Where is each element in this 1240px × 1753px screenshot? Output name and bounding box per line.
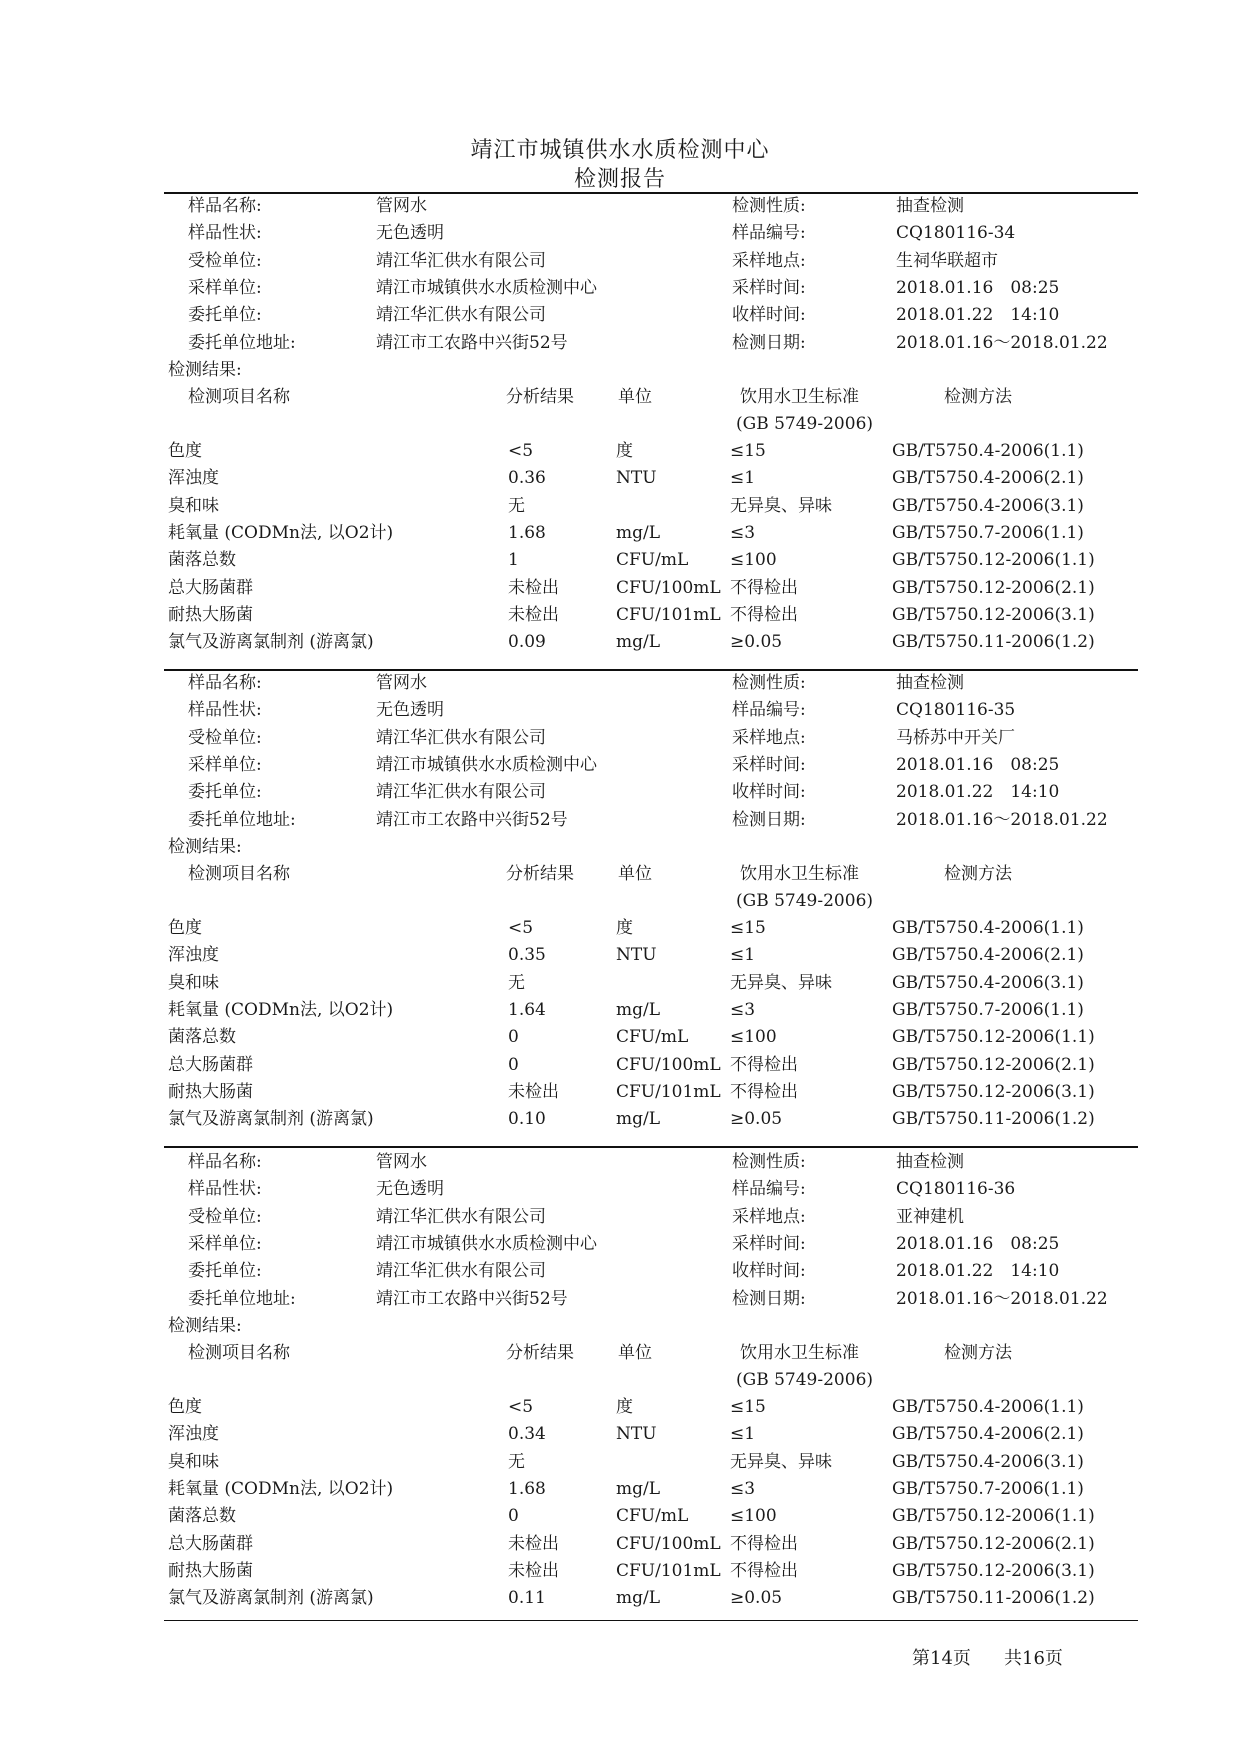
item-standard: ≤1	[730, 468, 756, 489]
item-standard: ≤15	[730, 1397, 766, 1417]
sampling-site-value: 生祠华联超市	[896, 250, 998, 271]
item-name: 耗氧量 (CODMn法, 以O2计)	[168, 1478, 394, 1499]
item-result: 0	[508, 1027, 519, 1048]
client-unit-label: 委托单位:	[188, 1261, 262, 1282]
item-unit: mg/L	[616, 1588, 661, 1609]
sample-name-value: 管网水	[376, 196, 427, 216]
item-method: GB/T5750.12-2006(1.1)	[892, 1506, 1095, 1527]
item-standard: ≤100	[730, 1506, 777, 1527]
item-method: GB/T5750.12-2006(2.1)	[892, 577, 1095, 598]
col-result-header: 分析结果	[506, 1343, 574, 1363]
item-name: 耗氧量 (CODMn法, 以O2计)	[168, 522, 394, 543]
client-address-value: 靖江市工农路中兴街52号	[376, 1288, 568, 1309]
col-result-header: 分析结果	[506, 864, 574, 884]
inspected-unit-value: 靖江华汇供水有限公司	[376, 250, 546, 271]
item-method: GB/T5750.4-2006(1.1)	[892, 441, 1084, 461]
item-result: 未检出	[508, 604, 559, 625]
item-name: 耗氧量 (CODMn法, 以O2计)	[168, 999, 394, 1020]
sample-name-label: 样品名称:	[188, 196, 262, 216]
item-standard: 不得检出	[730, 577, 798, 598]
org-title: 靖江市城镇供水水质检测中心	[470, 138, 770, 163]
sampling-site-label: 采样地点:	[732, 1206, 806, 1227]
item-unit: CFU/mL	[616, 550, 689, 571]
item-standard: ≤3	[730, 522, 756, 543]
results-label: 检测结果:	[168, 837, 242, 857]
item-name: 臭和味	[168, 495, 219, 516]
sample-name-label: 样品名称:	[188, 1152, 262, 1172]
item-result: 0	[508, 1054, 519, 1075]
item-unit: CFU/100mL	[616, 1054, 721, 1075]
item-name: 菌落总数	[168, 1027, 236, 1048]
item-standard: ≤3	[730, 1478, 756, 1499]
item-standard: 不得检出	[730, 1054, 798, 1075]
sample-no-label: 样品编号:	[732, 223, 806, 244]
item-result: 未检出	[508, 1533, 559, 1554]
item-unit: CFU/100mL	[616, 1533, 721, 1554]
sampling-time-label: 采样时间:	[732, 754, 806, 775]
item-name: 浑浊度	[168, 1424, 219, 1445]
sample-name-value: 管网水	[376, 673, 427, 693]
sampling-unit-value: 靖江市城镇供水水质检测中心	[376, 277, 597, 298]
item-result: 0.35	[508, 945, 546, 966]
col-standard-header: 饮用水卫生标准	[740, 864, 859, 884]
item-standard: 无异臭、异味	[730, 1451, 832, 1472]
section-divider	[164, 669, 1138, 671]
item-result: <5	[508, 918, 534, 938]
item-method: GB/T5750.4-2006(2.1)	[892, 945, 1084, 966]
item-standard: ≤100	[730, 1027, 777, 1048]
item-method: GB/T5750.7-2006(1.1)	[892, 522, 1084, 543]
item-unit: 度	[616, 918, 633, 938]
item-unit: CFU/mL	[616, 1027, 689, 1048]
receive-time-value: 2018.01.22 14:10	[896, 1261, 1060, 1282]
item-result: 1	[508, 550, 519, 571]
sample-state-label: 样品性状:	[188, 700, 262, 721]
receive-time-value: 2018.01.22 14:10	[896, 305, 1060, 326]
sample-state-value: 无色透明	[376, 700, 444, 721]
col-item-header: 检测项目名称	[188, 1343, 290, 1363]
item-name: 浑浊度	[168, 468, 219, 489]
item-method: GB/T5750.12-2006(1.1)	[892, 1027, 1095, 1048]
item-standard: 无异臭、异味	[730, 495, 832, 516]
item-result: 未检出	[508, 1081, 559, 1102]
sampling-time-value: 2018.01.16 08:25	[896, 277, 1060, 298]
sample-no-value: CQ180116-34	[896, 223, 1016, 244]
sample-no-value: CQ180116-35	[896, 700, 1016, 721]
item-standard: ≤1	[730, 945, 756, 966]
sample-state-value: 无色透明	[376, 1179, 444, 1200]
item-name: 总大肠菌群	[168, 577, 253, 598]
item-result: <5	[508, 441, 534, 461]
col-method-header: 检测方法	[944, 864, 1012, 884]
receive-time-label: 收样时间:	[732, 1261, 806, 1282]
sampling-unit-label: 采样单位:	[188, 277, 262, 298]
item-result: 1.64	[508, 999, 546, 1020]
results-label: 检测结果:	[168, 360, 242, 380]
client-unit-value: 靖江华汇供水有限公司	[376, 305, 546, 326]
item-method: GB/T5750.4-2006(1.1)	[892, 918, 1084, 938]
item-result: 1.68	[508, 522, 546, 543]
item-name: 氯气及游离氯制剂 (游离氯)	[168, 1109, 374, 1130]
sampling-time-label: 采样时间:	[732, 1233, 806, 1254]
client-address-value: 靖江市工农路中兴街52号	[376, 809, 568, 830]
item-result: 无	[508, 972, 525, 993]
col-standard-code: (GB 5749-2006)	[736, 1370, 874, 1390]
sample-state-value: 无色透明	[376, 223, 444, 244]
item-standard: ≤100	[730, 550, 777, 571]
item-result: 0.36	[508, 468, 546, 489]
client-address-label: 委托单位地址:	[188, 332, 296, 353]
test-nature-value: 抽查检测	[896, 673, 964, 693]
sampling-unit-label: 采样单位:	[188, 1233, 262, 1254]
client-unit-value: 靖江华汇供水有限公司	[376, 1261, 546, 1282]
item-name: 氯气及游离氯制剂 (游离氯)	[168, 632, 374, 653]
item-name: 氯气及游离氯制剂 (游离氯)	[168, 1588, 374, 1609]
sample-no-label: 样品编号:	[732, 1179, 806, 1200]
item-name: 总大肠菌群	[168, 1054, 253, 1075]
col-standard-code: (GB 5749-2006)	[736, 891, 874, 911]
item-name: 色度	[168, 918, 202, 938]
item-standard: ≤15	[730, 441, 766, 461]
item-name: 臭和味	[168, 1451, 219, 1472]
test-date-label: 检测日期:	[732, 809, 806, 830]
item-unit: NTU	[616, 945, 657, 966]
item-method: GB/T5750.12-2006(2.1)	[892, 1054, 1095, 1075]
sampling-unit-label: 采样单位:	[188, 754, 262, 775]
test-nature-label: 检测性质:	[732, 673, 806, 693]
item-unit: mg/L	[616, 999, 661, 1020]
sampling-site-value: 亚神建机	[896, 1206, 964, 1227]
item-method: GB/T5750.4-2006(3.1)	[892, 495, 1084, 516]
item-standard: ≤3	[730, 999, 756, 1020]
item-name: 菌落总数	[168, 1506, 236, 1527]
sample-no-label: 样品编号:	[732, 700, 806, 721]
test-date-value: 2018.01.16～2018.01.22	[896, 1288, 1108, 1309]
section-divider	[164, 1146, 1138, 1148]
col-item-header: 检测项目名称	[188, 864, 290, 884]
item-unit: NTU	[616, 1424, 657, 1445]
item-name: 菌落总数	[168, 550, 236, 571]
item-result: 0	[508, 1506, 519, 1527]
item-method: GB/T5750.12-2006(2.1)	[892, 1533, 1095, 1554]
report-title: 检测报告	[573, 167, 666, 192]
item-name: 色度	[168, 1397, 202, 1417]
client-unit-label: 委托单位:	[188, 782, 262, 803]
footer-rule	[164, 1620, 1138, 1621]
item-method: GB/T5750.12-2006(3.1)	[892, 1081, 1095, 1102]
item-result: 0.09	[508, 632, 546, 653]
inspected-unit-value: 靖江华汇供水有限公司	[376, 1206, 546, 1227]
sampling-site-label: 采样地点:	[732, 250, 806, 271]
item-method: GB/T5750.12-2006(1.1)	[892, 550, 1095, 571]
item-result: 0.10	[508, 1109, 546, 1130]
item-result: 1.68	[508, 1478, 546, 1499]
item-standard: 不得检出	[730, 1081, 798, 1102]
test-nature-value: 抽查检测	[896, 196, 964, 216]
item-method: GB/T5750.4-2006(2.1)	[892, 468, 1084, 489]
sample-name-label: 样品名称:	[188, 673, 262, 693]
item-standard: ≤15	[730, 918, 766, 938]
sample-no-value: CQ180116-36	[896, 1179, 1016, 1200]
item-standard: 不得检出	[730, 1533, 798, 1554]
sampling-unit-value: 靖江市城镇供水水质检测中心	[376, 754, 597, 775]
receive-time-label: 收样时间:	[732, 305, 806, 326]
sample-name-value: 管网水	[376, 1152, 427, 1172]
test-nature-label: 检测性质:	[732, 1152, 806, 1172]
test-date-label: 检测日期:	[732, 1288, 806, 1309]
col-unit-header: 单位	[618, 1343, 652, 1363]
item-method: GB/T5750.11-2006(1.2)	[892, 1588, 1095, 1609]
item-method: GB/T5750.11-2006(1.2)	[892, 632, 1095, 653]
item-method: GB/T5750.4-2006(3.1)	[892, 1451, 1084, 1472]
inspected-unit-label: 受检单位:	[188, 727, 262, 748]
item-name: 耐热大肠菌	[168, 604, 253, 625]
col-method-header: 检测方法	[944, 1343, 1012, 1363]
item-method: GB/T5750.4-2006(2.1)	[892, 1424, 1084, 1445]
sampling-time-label: 采样时间:	[732, 277, 806, 298]
item-standard: ≥0.05	[730, 1588, 783, 1609]
item-method: GB/T5750.7-2006(1.1)	[892, 1478, 1084, 1499]
sampling-site-label: 采样地点:	[732, 727, 806, 748]
test-nature-value: 抽查检测	[896, 1152, 964, 1172]
item-standard: 不得检出	[730, 1560, 798, 1581]
item-unit: mg/L	[616, 1109, 661, 1130]
sampling-time-value: 2018.01.16 08:25	[896, 1233, 1060, 1254]
sampling-time-value: 2018.01.16 08:25	[896, 754, 1060, 775]
item-standard: 无异臭、异味	[730, 972, 832, 993]
col-unit-header: 单位	[618, 387, 652, 407]
item-name: 耐热大肠菌	[168, 1560, 253, 1581]
item-standard: ≥0.05	[730, 632, 783, 653]
inspected-unit-label: 受检单位:	[188, 250, 262, 271]
item-method: GB/T5750.4-2006(3.1)	[892, 972, 1084, 993]
item-unit: mg/L	[616, 522, 661, 543]
item-result: 无	[508, 495, 525, 516]
item-unit: 度	[616, 441, 633, 461]
receive-time-value: 2018.01.22 14:10	[896, 782, 1060, 803]
test-date-label: 检测日期:	[732, 332, 806, 353]
client-unit-value: 靖江华汇供水有限公司	[376, 782, 546, 803]
title-rule	[164, 192, 1138, 194]
item-standard: ≥0.05	[730, 1109, 783, 1130]
sample-state-label: 样品性状:	[188, 223, 262, 244]
item-result: 0.11	[508, 1588, 546, 1609]
sampling-unit-value: 靖江市城镇供水水质检测中心	[376, 1233, 597, 1254]
sampling-site-value: 马桥苏中开关厂	[896, 727, 1015, 748]
page-number: 第14页	[912, 1648, 971, 1669]
col-standard-code: (GB 5749-2006)	[736, 414, 874, 434]
client-address-label: 委托单位地址:	[188, 1288, 296, 1309]
client-unit-label: 委托单位:	[188, 305, 262, 326]
item-result: 未检出	[508, 577, 559, 598]
item-method: GB/T5750.7-2006(1.1)	[892, 999, 1084, 1020]
col-unit-header: 单位	[618, 864, 652, 884]
item-method: GB/T5750.4-2006(1.1)	[892, 1397, 1084, 1417]
test-date-value: 2018.01.16～2018.01.22	[896, 332, 1108, 353]
col-standard-header: 饮用水卫生标准	[740, 387, 859, 407]
sample-state-label: 样品性状:	[188, 1179, 262, 1200]
item-method: GB/T5750.11-2006(1.2)	[892, 1109, 1095, 1130]
item-unit: CFU/101mL	[616, 1081, 721, 1102]
item-standard: ≤1	[730, 1424, 756, 1445]
item-method: GB/T5750.12-2006(3.1)	[892, 1560, 1095, 1581]
item-result: <5	[508, 1397, 534, 1417]
page-total: 共16页	[1004, 1648, 1063, 1669]
item-standard: 不得检出	[730, 604, 798, 625]
col-method-header: 检测方法	[944, 387, 1012, 407]
receive-time-label: 收样时间:	[732, 782, 806, 803]
item-name: 浑浊度	[168, 945, 219, 966]
test-nature-label: 检测性质:	[732, 196, 806, 216]
item-name: 臭和味	[168, 972, 219, 993]
item-result: 未检出	[508, 1560, 559, 1581]
item-result: 0.34	[508, 1424, 546, 1445]
client-address-label: 委托单位地址:	[188, 809, 296, 830]
item-unit: 度	[616, 1397, 633, 1417]
col-item-header: 检测项目名称	[188, 387, 290, 407]
col-standard-header: 饮用水卫生标准	[740, 1343, 859, 1363]
item-result: 无	[508, 1451, 525, 1472]
item-method: GB/T5750.12-2006(3.1)	[892, 604, 1095, 625]
item-unit: mg/L	[616, 632, 661, 653]
inspected-unit-label: 受检单位:	[188, 1206, 262, 1227]
client-address-value: 靖江市工农路中兴街52号	[376, 332, 568, 353]
item-unit: mg/L	[616, 1478, 661, 1499]
col-result-header: 分析结果	[506, 387, 574, 407]
test-date-value: 2018.01.16～2018.01.22	[896, 809, 1108, 830]
item-name: 色度	[168, 441, 202, 461]
item-unit: CFU/mL	[616, 1506, 689, 1527]
results-label: 检测结果:	[168, 1316, 242, 1336]
item-unit: CFU/100mL	[616, 577, 721, 598]
item-unit: NTU	[616, 468, 657, 489]
item-name: 总大肠菌群	[168, 1533, 253, 1554]
item-unit: CFU/101mL	[616, 1560, 721, 1581]
item-unit: CFU/101mL	[616, 604, 721, 625]
item-name: 耐热大肠菌	[168, 1081, 253, 1102]
inspected-unit-value: 靖江华汇供水有限公司	[376, 727, 546, 748]
